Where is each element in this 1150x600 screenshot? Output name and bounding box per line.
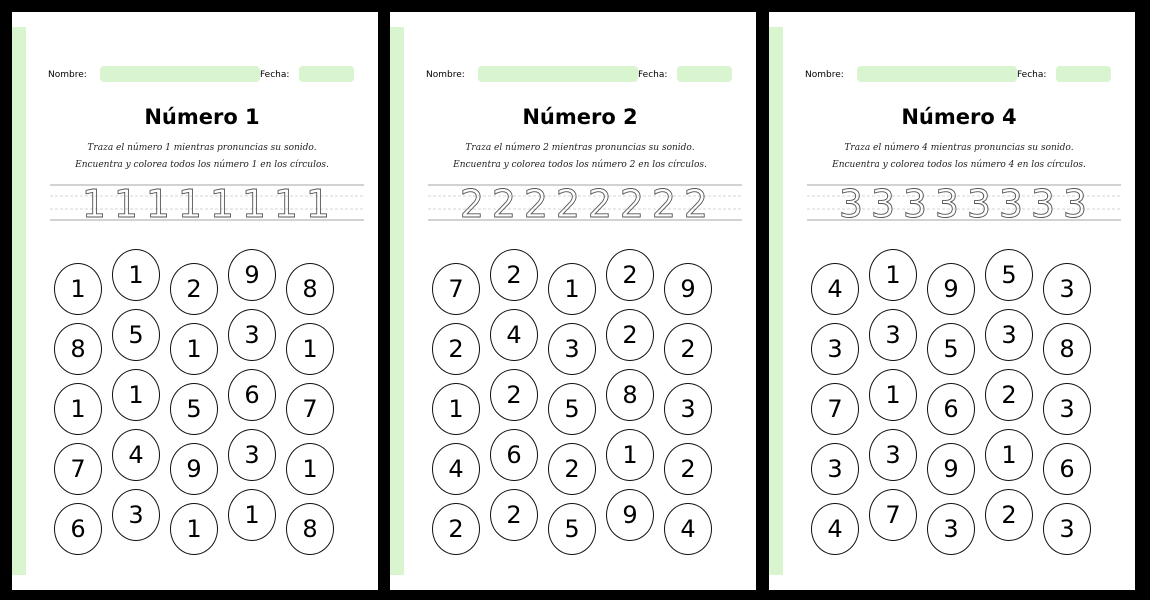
number-circle[interactable]: 1	[985, 429, 1033, 481]
accent-bar	[390, 27, 404, 575]
number-circle[interactable]: 2	[490, 489, 538, 541]
number-circle[interactable]: 2	[664, 323, 712, 375]
number-circle[interactable]: 3	[985, 309, 1033, 361]
name-date-row	[48, 66, 368, 84]
number-circle[interactable]: 3	[1043, 383, 1091, 435]
number-circle[interactable]: 3	[869, 309, 917, 361]
date-field[interactable]	[1056, 66, 1111, 82]
number-circle[interactable]: 4	[432, 443, 480, 495]
number-circle[interactable]: 3	[1043, 503, 1091, 555]
trace-digit[interactable]: 1	[113, 182, 139, 226]
trace-digit[interactable]: 2	[459, 182, 485, 226]
number-circle[interactable]: 6	[490, 429, 538, 481]
number-circle[interactable]: 6	[228, 369, 276, 421]
number-circle[interactable]: 3	[112, 489, 160, 541]
instruction-trace: Traza el número 2 mientras pronuncias su sonido.	[465, 143, 695, 153]
number-circle[interactable]: 7	[432, 263, 480, 315]
trace-digit[interactable]: 3	[1062, 182, 1088, 226]
number-circle[interactable]: 4	[811, 263, 859, 315]
date-label: Fecha:	[260, 70, 290, 80]
accent-bar	[769, 27, 783, 575]
number-circle[interactable]: 2	[490, 249, 538, 301]
number-circle[interactable]: 1	[869, 369, 917, 421]
number-circle[interactable]: 2	[490, 369, 538, 421]
instruction-color: Encuentra y colorea todos los número 1 en los círculos.	[75, 160, 329, 170]
number-circle[interactable]: 5	[548, 383, 596, 435]
number-circle[interactable]: 1	[286, 323, 334, 375]
trace-digit[interactable]: 1	[81, 182, 107, 226]
trace-digit[interactable]: 1	[241, 182, 267, 226]
name-label: Nombre:	[426, 70, 465, 80]
number-circle[interactable]: 8	[286, 503, 334, 555]
trace-digit[interactable]: 2	[555, 182, 581, 226]
number-circle[interactable]: 3	[228, 309, 276, 361]
trace-digit[interactable]: 2	[523, 182, 549, 226]
number-circle[interactable]: 1	[286, 443, 334, 495]
trace-digit[interactable]: 3	[1030, 182, 1056, 226]
number-circle[interactable]: 4	[490, 309, 538, 361]
number-circle[interactable]: 3	[811, 443, 859, 495]
number-circle[interactable]: 7	[869, 489, 917, 541]
name-date-row	[805, 66, 1125, 84]
number-circle[interactable]: 1	[228, 489, 276, 541]
trace-digit[interactable]: 2	[619, 182, 645, 226]
number-circle[interactable]: 2	[548, 443, 596, 495]
date-label: Fecha:	[638, 70, 668, 80]
number-circle[interactable]: 8	[1043, 323, 1091, 375]
tracing-area[interactable]	[50, 182, 364, 224]
number-circle[interactable]: 1	[548, 263, 596, 315]
name-date-row	[426, 66, 746, 84]
trace-digit[interactable]: 1	[305, 182, 331, 226]
number-circle[interactable]: 7	[54, 443, 102, 495]
number-circle[interactable]: 3	[927, 503, 975, 555]
tracing-area[interactable]	[428, 182, 742, 224]
number-circle[interactable]: 3	[811, 323, 859, 375]
instruction-trace: Traza el número 4 mientras pronuncias su sonido.	[844, 143, 1074, 153]
trace-digit[interactable]: 2	[651, 182, 677, 226]
number-circle[interactable]: 3	[869, 429, 917, 481]
number-circle[interactable]: 4	[811, 503, 859, 555]
trace-digit[interactable]: 2	[491, 182, 517, 226]
number-circle[interactable]: 6	[1043, 443, 1091, 495]
number-circle[interactable]: 8	[54, 323, 102, 375]
number-circle[interactable]: 1	[869, 249, 917, 301]
number-circle[interactable]: 8	[286, 263, 334, 315]
number-circle[interactable]: 3	[1043, 263, 1091, 315]
number-circle[interactable]: 9	[927, 263, 975, 315]
trace-digit[interactable]: 1	[209, 182, 235, 226]
number-circle[interactable]: 1	[170, 503, 218, 555]
number-circle[interactable]: 1	[112, 369, 160, 421]
number-circle[interactable]: 6	[54, 503, 102, 555]
number-circle[interactable]: 1	[606, 429, 654, 481]
name-field[interactable]	[100, 66, 260, 82]
accent-bar	[12, 27, 26, 575]
number-circle[interactable]: 5	[548, 503, 596, 555]
number-circle[interactable]: 2	[985, 369, 1033, 421]
number-circle[interactable]: 9	[170, 443, 218, 495]
number-circle[interactable]: 7	[811, 383, 859, 435]
instruction-trace: Traza el número 1 mientras pronuncias su sonido.	[87, 143, 317, 153]
trace-digit[interactable]: 1	[177, 182, 203, 226]
number-circle[interactable]: 6	[927, 383, 975, 435]
page-title: Número 1	[144, 105, 260, 129]
worksheet-3	[769, 12, 1135, 590]
number-circle[interactable]: 5	[927, 323, 975, 375]
trace-digit[interactable]: 1	[273, 182, 299, 226]
date-field[interactable]	[677, 66, 732, 82]
number-circle[interactable]: 2	[664, 443, 712, 495]
trace-digit[interactable]: 3	[934, 182, 960, 226]
trace-digit[interactable]: 1	[145, 182, 171, 226]
number-circle[interactable]: 7	[286, 383, 334, 435]
number-circle[interactable]: 9	[927, 443, 975, 495]
number-circle[interactable]: 2	[170, 263, 218, 315]
number-circle[interactable]: 1	[432, 383, 480, 435]
number-circle[interactable]: 3	[548, 323, 596, 375]
number-circle[interactable]: 8	[606, 369, 654, 421]
number-circle[interactable]: 9	[606, 489, 654, 541]
instruction-color: Encuentra y colorea todos los número 2 en los círculos.	[453, 160, 707, 170]
number-circle[interactable]: 2	[606, 249, 654, 301]
tracing-area[interactable]	[807, 182, 1121, 224]
number-circle[interactable]: 9	[664, 263, 712, 315]
number-circle[interactable]: 4	[112, 429, 160, 481]
number-circle[interactable]: 1	[170, 323, 218, 375]
trace-digit[interactable]: 3	[870, 182, 896, 226]
name-label: Nombre:	[805, 70, 844, 80]
number-circle[interactable]: 1	[54, 383, 102, 435]
number-circle[interactable]: 9	[228, 249, 276, 301]
trace-digit[interactable]: 2	[587, 182, 613, 226]
number-circle[interactable]: 2	[432, 503, 480, 555]
number-circle[interactable]: 2	[432, 323, 480, 375]
number-circle[interactable]: 5	[985, 249, 1033, 301]
number-circle[interactable]: 2	[606, 309, 654, 361]
number-circle[interactable]: 1	[112, 249, 160, 301]
number-circle[interactable]: 5	[112, 309, 160, 361]
trace-digit[interactable]: 3	[902, 182, 928, 226]
trace-digit[interactable]: 2	[683, 182, 709, 226]
date-label: Fecha:	[1017, 70, 1047, 80]
name-label: Nombre:	[48, 70, 87, 80]
trace-digit[interactable]: 3	[966, 182, 992, 226]
trace-digit[interactable]: 3	[838, 182, 864, 226]
trace-digit[interactable]: 3	[998, 182, 1024, 226]
number-circle[interactable]: 4	[664, 503, 712, 555]
name-field[interactable]	[478, 66, 638, 82]
number-circle[interactable]: 3	[228, 429, 276, 481]
page-title: Número 2	[522, 105, 638, 129]
date-field[interactable]	[299, 66, 354, 82]
number-circle[interactable]: 5	[170, 383, 218, 435]
worksheet-1	[12, 12, 378, 590]
number-circle[interactable]: 2	[985, 489, 1033, 541]
name-field[interactable]	[857, 66, 1017, 82]
number-circle[interactable]: 1	[54, 263, 102, 315]
number-circle[interactable]: 3	[664, 383, 712, 435]
instruction-color: Encuentra y colorea todos los número 4 en los círculos.	[832, 160, 1086, 170]
page-title: Número 4	[901, 105, 1017, 129]
worksheet-2	[390, 12, 756, 590]
